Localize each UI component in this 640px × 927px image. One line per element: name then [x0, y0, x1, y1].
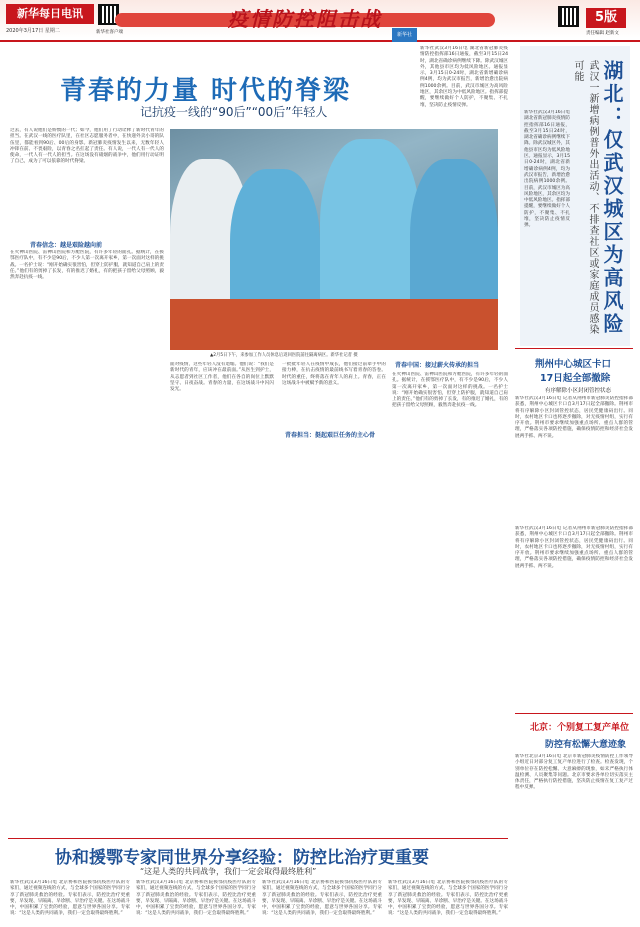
lead-headline: 青春的力量 时代的脊梁 [60, 76, 352, 106]
beijing-subtitle: 防控有松懈大意迹象 [545, 740, 627, 750]
rule [515, 348, 633, 349]
lead-body-5: 在火神山医院、雷神山医院和方舱医院，有许多年轻的面孔。据统计，在援鄂医疗队中，有不少是90后，不少人第一次离开家乡，第一次面对这样的挑战。一名护士说：“刚开始确实很害怕，但穿上防护服，就知道自己肩上的责任。”他们有的剪掉了长发，有的推迟了婚礼，有的把孩子留给父母照顾，毅然奔赴抗疫一线。 [392, 372, 508, 409]
jingzhou-title-2: 17日起全部撤除 [540, 373, 611, 384]
lead-body-1: 过去，有人说他们是娇惯的一代；如今，他们用了行动诠释了新时代青年的担当。在武汉一线的医疗队里，在社区志愿服务者中，在快递外卖小哥的队伍里，都能看到90后、00后的身影。新冠肺炎疫情发生以来，无数年轻人冲锋在前、不畏艰险，以青春之名扛起了责任。有人说，一代人有一代人的使命，一代人有一代人的担当。在这场没有硝烟的战争中，他们用行动证明了自己，成为了可以依靠的时代脊梁。 [10, 128, 164, 165]
hubei-subtitle: 武汉一新增病例普外出活动、不排查社区或家庭成员感染可能 [572, 60, 598, 335]
lead-section-1: 青春信念：越是艰险越向前 [30, 242, 103, 249]
bottom-body-4: 新华社武汉3月16日电 北京协和医院援鄂抗疫医疗队的专家们，通过视频连线的方式，与全球多个国家的医学同行分享了新冠肺炎救治的经验。专家们表示，防控比治疗更重要，早发现、早隔离、早诊断、早治疗是关键。在这场战斗中，中国积累了宝贵的经验，愿意与世界各国分享。专家说：“这是人类的共同战争，我们一定会取得最终胜利。” [388, 880, 508, 917]
right-top-body-a: 新华社武汉3月16日电 湖北省新冠肺炎疫情防控指挥部16日通报，截至3月15日24时，湖北省确诊病例继续下降。除武汉城区外，其他县市区均为低风险地区。通报显示，3月15日0-24时，湖北省新增确诊病例4例，均为武汉市报告，新增治愈出院病例1000余例。目前，武汉市城区为高风险地区，其余区均为中低风险地区。指挥部提醒，要继续做好个人防护，不聚集、不扎堆，坚决防止疫情反弹。 [420, 46, 508, 108]
rule [515, 713, 633, 714]
lead-body-4: 一批批年轻人在疫情中成长，他们接过前辈手中的接力棒，在抗击疫情的最前线书写着青春的答卷。时代的重任，终将落在青年人的肩上。青春，正在这场战斗中被赋予新的意义。 [282, 362, 386, 386]
bottom-headline: 协和援鄂专家同世界分享经验：防控比治疗更重要 [55, 848, 429, 868]
qr-code-icon [558, 6, 579, 27]
beijing-body: 新华社北京3月16日电 北京市新冠肺炎疫情防控工作领导小组近日对部分复工复产单位进行了检查。检查发现，个别单位存在防控松懈、大意麻痹的现象，如未严格执行体温检测、人员聚集等问题。北京市要求各单位切实落实主体责任，严格执行防控措施，坚决防止疫情在复工复产过程中反弹。 [515, 754, 633, 791]
banner-title: 疫情防控阻击战 [228, 7, 382, 31]
bottom-body-2: 新华社武汉3月16日电 北京协和医院援鄂抗疫医疗队的专家们，通过视频连线的方式，与全球多个国家的医学同行分享了新冠肺炎救治的经验。专家们表示，防控比治疗更重要，早发现、早隔离、早诊断、早治疗是关键。在这场战斗中，中国积累了宝贵的经验，愿意与世界各国分享。专家说：“这是人类的共同战争，我们一定会取得最终胜利。” [136, 880, 256, 917]
jingzhou-body-2: 新华社武汉3月16日电 记者从荆州市新冠肺炎防控指挥部获悉，荆州中心城区卡口自3月17日起全部撤除。荆州市将有序解除小区封闭管控状态，居民凭健康码出行。同时，农村地区卡口也将逐步撤除，对无疫情村组，实行有序开放。荆州市要求继续加强重点场所、重点人群的管理，严格落实各项防控措施，确保疫情防控和经济社会发展两手抓、两不误。 [515, 526, 633, 569]
qr-label: 新华社客户端 [96, 30, 123, 35]
bottom-body-1: 新华社武汉3月16日电 北京协和医院援鄂抗疫医疗队的专家们，通过视频连线的方式，与全球多个国家的医学同行分享了新冠肺炎救治的经验。专家们表示，防控比治疗更重要，早发现、早隔离、早诊断、早治疗是关键。在这场战斗中，中国积累了宝贵的经验，愿意与世界各国分享。专家说：“这是人类的共同战争，我们一定会取得最终胜利。” [10, 880, 130, 917]
page-number: 5版 [586, 8, 626, 28]
header-rule [0, 40, 640, 42]
bottom-body-3: 新华社武汉3月16日电 北京协和医院援鄂抗疫医疗队的专家们，通过视频连线的方式，与全球多个国家的医学同行分享了新冠肺炎救治的经验。专家们表示，防控比治疗更重要，早发现、早隔离、早诊断、早治疗是关键。在这场战斗中，中国积累了宝贵的经验，愿意与世界各国分享。专家说：“这是人类的共同战争，我们一定会取得最终胜利。” [262, 880, 382, 917]
right-top-body-b: 新华社武汉3月16日电 湖北省新冠肺炎疫情防控指挥部16日通报，截至3月15日24时，湖北省确诊病例继续下降。除武汉城区外，其他县市区均为低风险地区。通报显示，3月15日0-24时，湖北省新增确诊病例4例，均为武汉市报告，新增治愈出院病例1000余例。目前，武汉市城区为高风险地区，其余区均为中低风险地区。指挥部提醒，要继续做好个人防护，不聚集、不扎堆，坚决防止疫情反弹。 [524, 110, 570, 229]
jingzhou-body: 新华社武汉3月16日电 记者从荆州市新冠肺炎防控指挥部获悉，荆州中心城区卡口自3月17日起全部撤除。荆州市将有序解除小区封闭管控状态，居民凭健康码出行。同时，农村地区卡口也将逐步撤除，对无疫情村组，实行有序开放。荆州市要求继续加强重点场所、重点人群的管理，严格落实各项防控措施，确保疫情防控和经济社会发展两手抓、两不误。 [515, 396, 633, 439]
jingzhou-title: 荆州中心城区卡口 [535, 359, 612, 370]
lead-body-3: 面对疫情，这些年轻人没有退缩。他们说：“我们是新时代的青年，应该冲在最前面。”从医生到护士，从志愿者到社区工作者，他们在各自的岗位上默默坚守、日夜奋战。青春的力量，在这场战斗中闪闪发光。 [170, 362, 274, 393]
lead-section-2: 青春担当：挺起艰巨任务的主心骨 [285, 432, 376, 439]
lead-subtitle: 记抗疫一线的“90后”“00后”年轻人 [140, 105, 328, 119]
lead-section-3: 青春中国：接过薪火传承的担当 [395, 362, 480, 369]
lead-body-2: 在火神山医院、雷神山医院和方舱医院，有许多年轻的面孔。据统计，在援鄂医疗队中，有不少是90后，不少人第一次离开家乡，第一次面对这样的挑战。一名护士说：“刚开始确实很害怕，但穿上防护服，就知道自己肩上的责任。”他们有的剪掉了长发，有的推迟了婚礼，有的把孩子留给父母照顾，毅然奔赴抗疫一线。 [10, 250, 164, 281]
beijing-title: 北京：个别复工复产单位 [530, 723, 630, 733]
date-info [6, 27, 60, 34]
rule [8, 838, 508, 839]
jingzhou-subtitle: 有序解除小区封闭管控状态 [545, 388, 612, 394]
xinhua-stamp: 新华社 [392, 28, 417, 42]
photo-caption: ▲2月5日下午，来参加工作人员休息后返回医院前往隔离病区。新华社记者 摄 [210, 353, 358, 358]
masthead: 新华每日电讯 [6, 4, 94, 24]
weekday: 星期二 [44, 28, 60, 34]
hubei-title: 湖北：仅武汉城区为高风险 [600, 60, 624, 336]
editor-label: 责任编辑 赵新文 [586, 31, 619, 36]
date: 2020年3月17日 [6, 28, 44, 34]
bottom-subtitle: “这是人类的共同战争，我们一定会取得最终胜利” [140, 867, 317, 876]
